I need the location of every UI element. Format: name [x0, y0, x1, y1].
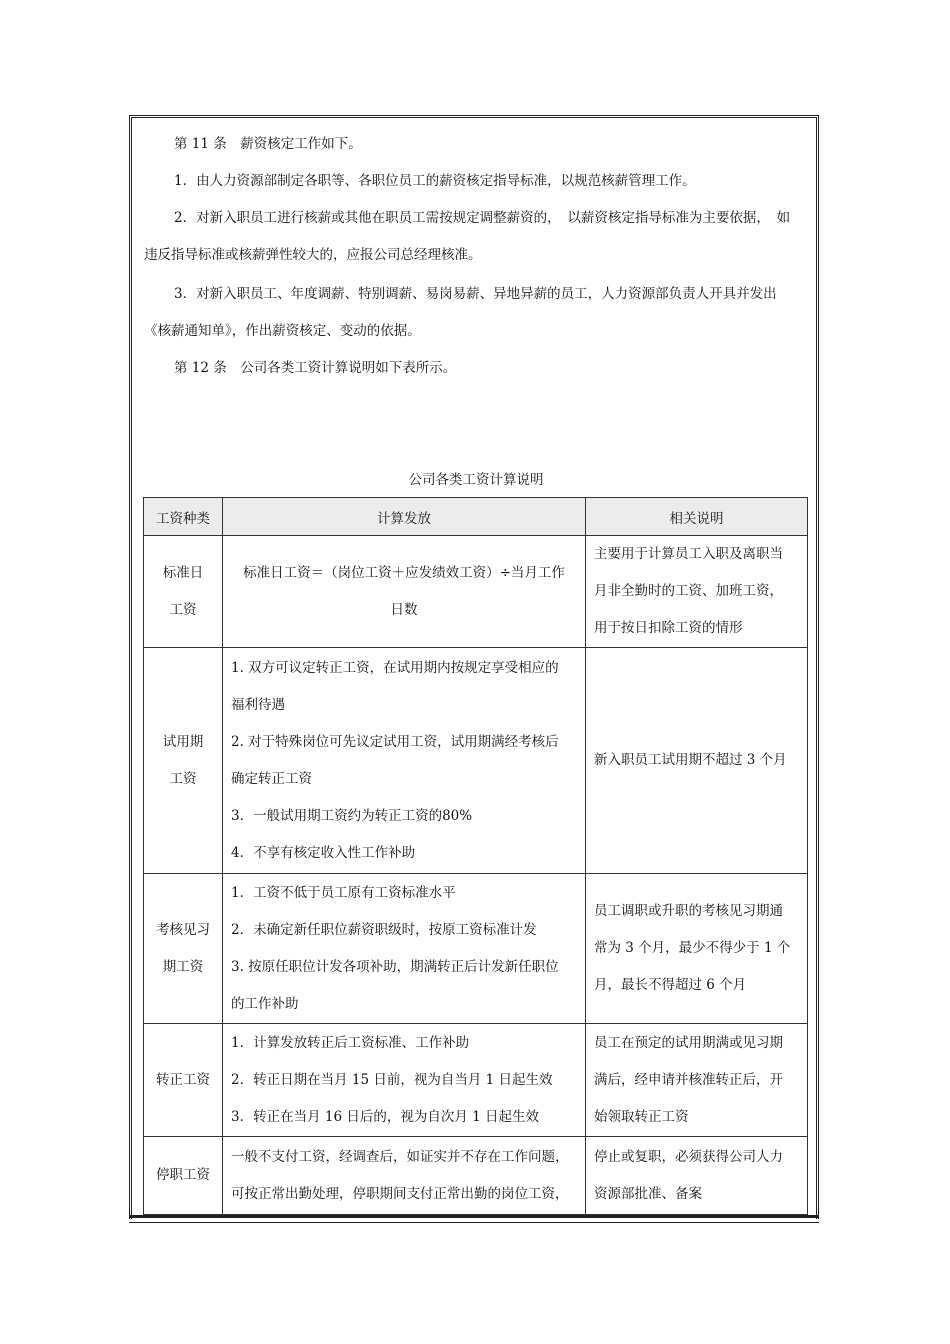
table-caption: 公司各类工资计算说明 — [408, 472, 544, 488]
article-11-item-3-line-1: 3．对新入职员工、年度调薪、特别调薪、易岗易薪、异地异薪的员工，人力资源部负责人开具并发出 — [174, 286, 777, 302]
salary-type-cell: 考核见习 期工资 — [144, 874, 223, 1024]
article-11-heading: 第 11 条 薪资核定工作如下。 — [174, 136, 362, 152]
article-12-heading: 第 12 条 公司各类工资计算说明如下表所示。 — [174, 360, 457, 376]
calculation-cell: 1．工资不低于员工原有工资标准水平 2．未确定新任职位薪资职级时，按原工资标准计发 3. 按原任职位计发各项补助，期满转正后计发新任职位 的工作补助 — [223, 874, 586, 1024]
article-11-item-1: 1．由人力资源部制定各职等、各职位员工的薪资核定指导标准，以规范核薪管理工作。 — [174, 173, 696, 189]
calculation-cell: 一般不支付工资，经调查后，如证实并不存在工作问题， 可按正常出勤处理，停职期间支付正常出勤的岗位工资， — [223, 1137, 586, 1215]
table-header-row — [144, 498, 808, 536]
article-11-item-2-line-2: 违反指导标准或核薪弹性较大的，应报公司总经理核准。 — [144, 247, 482, 263]
salary-table — [143, 497, 808, 1215]
salary-type-cell: 试用期 工资 — [144, 648, 223, 874]
table-row — [144, 1024, 808, 1137]
notes-cell: 员工调职或升职的考核见习期通 常为 3 个月，最少不得少于 1 个 月，最长不得超过 6 个月 — [586, 874, 808, 1024]
notes-cell: 停止或复职，必须获得公司人力 资源部批准、备案 — [586, 1137, 808, 1215]
calculation-cell: 1. 双方可议定转正工资，在试用期内按规定享受相应的 福利待遇 2. 对于特殊岗位可先议定试用工资，试用期满经考核后 确定转正工资 3．一般试用期工资约为转正工资的80% 4．不享有核定收入性工作补助 — [223, 648, 586, 874]
article-11-item-3-line-2: 《核薪通知单》，作出薪资核定、变动的依据。 — [144, 323, 421, 339]
notes-cell: 主要用于计算员工入职及离职当 月非全勤时的工资、加班工资， 用于按日扣除工资的情形 — [586, 536, 808, 648]
calculation-cell: 标准日工资＝（岗位工资＋应发绩效工资）÷当月工作 日数 — [223, 536, 586, 648]
salary-type-cell: 标准日 工资 — [144, 536, 223, 648]
calculation-cell: 1．计算发放转正后工资标准、工作补助 2．转正日期在当月 15 日前，视为自当月 1 日起生效 3．转正在当月 16 日后的，视为自次月 1 日起生效 — [223, 1024, 586, 1137]
salary-type-cell: 停职工资 — [144, 1137, 223, 1215]
header-calculation: 计算发放 — [223, 498, 586, 536]
notes-cell: 员工在预定的试用期满或见习期 满后，经申请并核准转正后，开 始领取转正工资 — [586, 1024, 808, 1137]
table-row — [144, 536, 808, 648]
header-salary-type: 工资种类 — [144, 498, 223, 536]
header-notes: 相关说明 — [586, 498, 808, 536]
notes-cell: 新入职员工试用期不超过 3 个月 — [586, 648, 808, 874]
table-row — [144, 648, 808, 874]
bottom-rule — [129, 1215, 819, 1223]
table-row — [144, 1137, 808, 1215]
table-row — [144, 874, 808, 1024]
salary-type-cell: 转正工资 — [144, 1024, 223, 1137]
article-11-item-2-line-1: 2．对新入职员工进行核薪或其他在职员工需按规定调整薪资的， 以薪资核定指导标准为主要依据， 如 — [174, 210, 791, 226]
